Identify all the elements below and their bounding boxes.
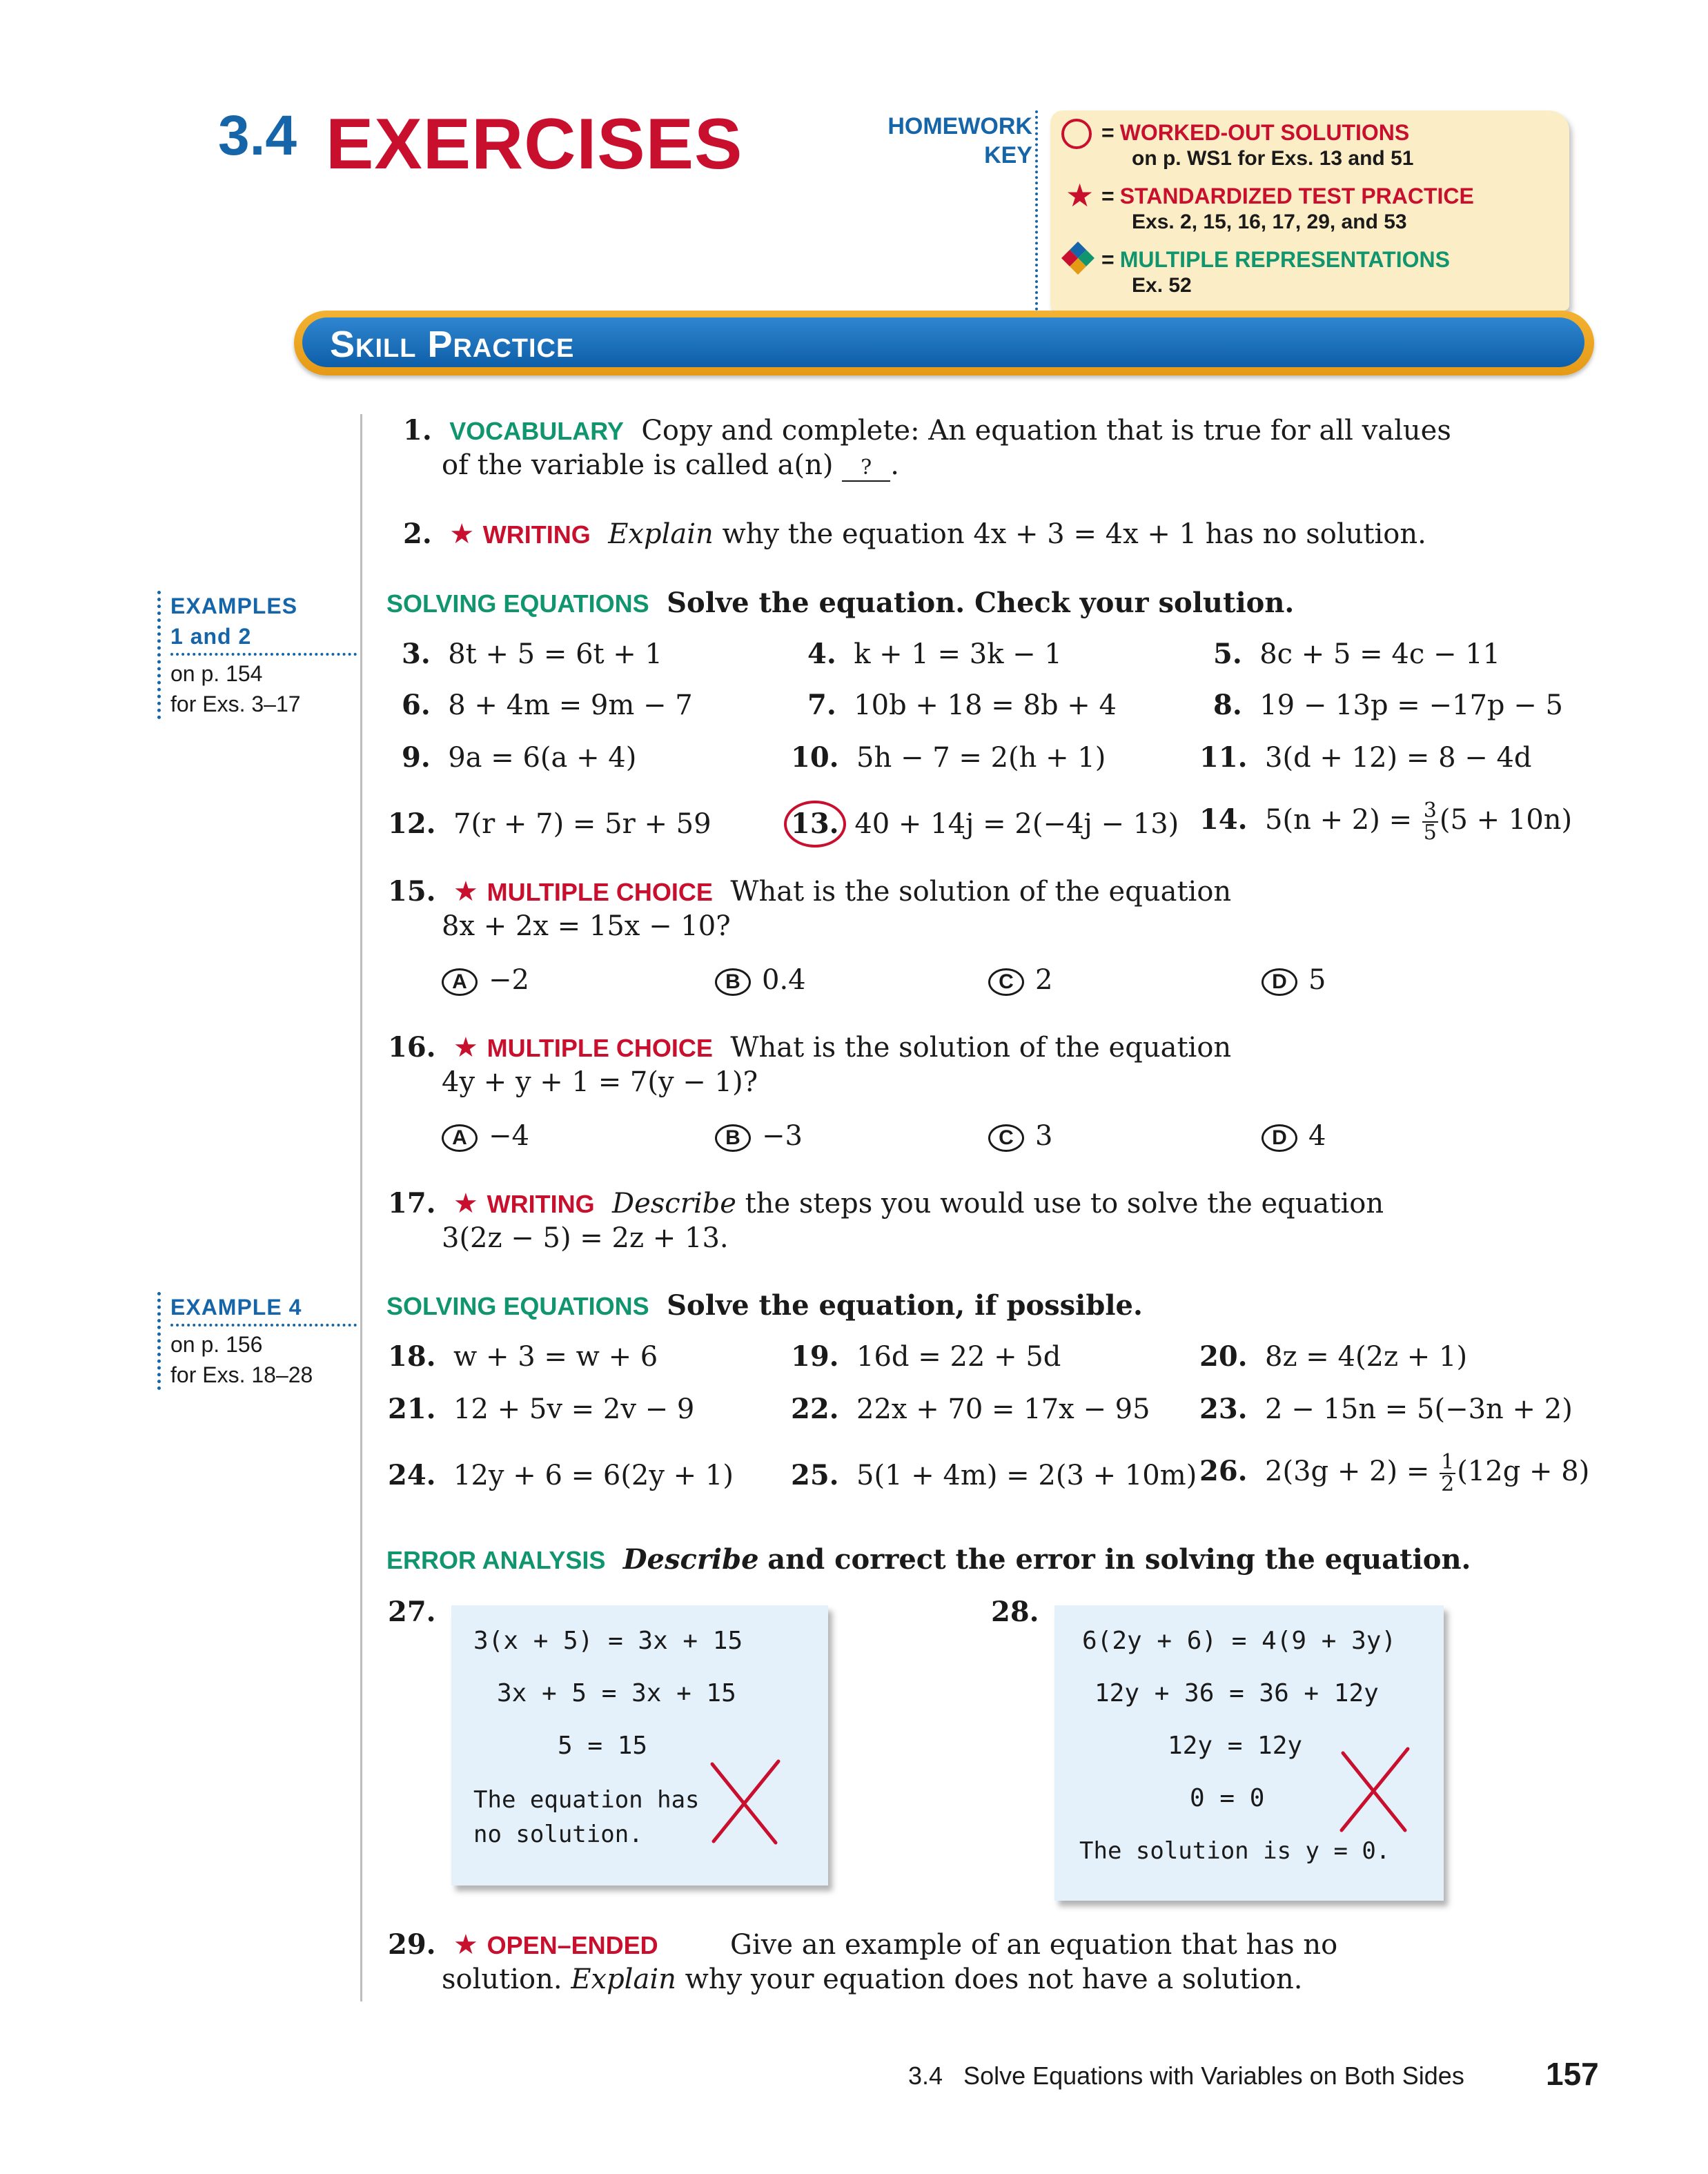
equation: 5h − 7 = 2(h + 1) (856, 742, 1106, 774)
example-reference-2 (157, 1292, 357, 1390)
equation-left: 2(3g + 2) = (1265, 1456, 1430, 1487)
equation-right: (5 + 10n) (1439, 804, 1573, 836)
exercise-7: 7. 10b + 18 = 8b + 4 (807, 689, 1117, 721)
exercise-2 (403, 516, 1426, 553)
exercise-29-text: Give an example of an equation that has no (730, 1929, 1338, 1961)
homework-key-label (821, 112, 1032, 170)
example-ref-heading-2: 1 and 2 (170, 624, 252, 649)
key-equals: = (1101, 247, 1115, 272)
skill-practice-banner (294, 311, 1594, 375)
exercise-27-number: 27. (388, 1596, 436, 1628)
equation: k + 1 = 3k − 1 (854, 638, 1062, 670)
group-instruction: and correct the error in solving the equation. (767, 1543, 1471, 1576)
star-icon: ★ (449, 518, 475, 550)
equation: 8t + 5 = 6t + 1 (448, 638, 662, 670)
exercise-5: 5. 8c + 5 = 4c − 11 (1213, 638, 1501, 670)
exercise-text: solution. (442, 1964, 562, 1995)
exercise-number: 15. (388, 875, 436, 908)
exercise-17-equation: 3(2z − 5) = 2z + 13. (442, 1222, 729, 1254)
exercise-28-number: 28. (991, 1596, 1039, 1628)
choice-a[interactable]: A −4 (442, 1118, 529, 1154)
equation: 2 − 15n = 5(−3n + 2) (1265, 1393, 1573, 1425)
exercise-label: OPEN–ENDED (487, 1931, 658, 1959)
exercise-23: 23. 2 − 15n = 5(−3n + 2) (1199, 1393, 1573, 1425)
student-work-28 (1054, 1605, 1444, 1901)
group-2-header (386, 1288, 1143, 1324)
exercise-text: the steps you would use to solve the equation (745, 1188, 1384, 1220)
exercise-label: WRITING (487, 1190, 595, 1218)
exercise-verb: Describe (612, 1188, 736, 1220)
equation: 22x + 70 = 17x − 95 (856, 1393, 1150, 1425)
work-line: 6(2y + 6) = 4(9 + 3y) (1082, 1627, 1397, 1655)
exercise-29-line2 (442, 1961, 1302, 1997)
exercise-1-line2 (442, 447, 899, 483)
exercise-11: 11. 3(d + 12) = 8 − 4d (1199, 741, 1532, 774)
key-standardized-title: STANDARDIZED TEST PRACTICE (1119, 184, 1474, 208)
work-conclusion: The solution is y = 0. (1079, 1837, 1391, 1865)
group-instruction: Solve the equation. Check your solution. (667, 587, 1295, 619)
error-x-icon (1336, 1745, 1412, 1834)
exercise-19: 19. 16d = 22 + 5d (791, 1340, 1061, 1373)
key-equals: = (1101, 184, 1115, 208)
key-multiple-rep-title: MULTIPLE REPRESENTATIONS (1119, 247, 1450, 272)
exercise-4: 4. k + 1 = 3k − 1 (807, 638, 1062, 670)
star-icon: ★ (453, 1032, 478, 1064)
homework-key-divider (1035, 110, 1038, 311)
group-label: SOLVING EQUATIONS (386, 1292, 649, 1320)
exercise-9: 9. 9a = 6(a + 4) (402, 741, 637, 774)
equation: 10b + 18 = 8b + 4 (854, 689, 1117, 721)
exercise-15-equation: 8x + 2x = 15x − 10? (442, 910, 731, 942)
equation: 40 + 14j = 2(−4j − 13) (854, 808, 1179, 840)
choice-c[interactable]: C 3 (988, 1118, 1052, 1154)
equation: 8 + 4m = 9m − 7 (448, 689, 693, 721)
equation: 16d = 22 + 5d (856, 1341, 1061, 1373)
group-label: SOLVING EQUATIONS (386, 589, 649, 618)
key-worked-out-title: WORKED-OUT SOLUTIONS (1119, 120, 1410, 145)
exercise-number: 29. (388, 1928, 436, 1961)
equation: 5(1 + 4m) = 2(3 + 10m) (856, 1460, 1197, 1491)
example-ref-page: on p. 154 (170, 661, 263, 686)
example-ref-heading: EXAMPLES (170, 594, 298, 618)
equation: 7(r + 7) = 5r + 59 (453, 808, 711, 840)
key-worked-out-detail: on p. WS1 for Exs. 13 and 51 (1132, 147, 1414, 170)
equation: 19 − 13p = −17p − 5 (1259, 689, 1563, 721)
exercise-13 (791, 801, 1179, 848)
student-work-27 (451, 1605, 828, 1886)
equation: 12y + 6 = 6(2y + 1) (453, 1460, 734, 1491)
exercise-verb: Explain (571, 1964, 676, 1995)
group-instruction: Solve the equation, if possible. (667, 1289, 1143, 1322)
exercise-12: 12. 7(r + 7) = 5r + 59 (388, 807, 711, 840)
footer-section-title: 3.4 Solve Equations with Variables on Both Sides (908, 2062, 1464, 2090)
equation: 3(d + 12) = 8 − 4d (1265, 742, 1532, 774)
section-number: 3.4 (218, 104, 297, 167)
work-line: 12y + 36 = 36 + 12y (1095, 1679, 1379, 1707)
work-line: 12y = 12y (1168, 1732, 1303, 1760)
choice-b[interactable]: B 0.4 (715, 962, 806, 998)
exercise-16 (388, 1030, 1231, 1066)
exercise-26: 26. 2(3g + 2) = $\frac{1}{2}$ (12g + 8) (1199, 1450, 1590, 1496)
exercise-16-equation: 4y + y + 1 = 7(y − 1)? (442, 1066, 758, 1098)
exercise-number: 16. (388, 1031, 436, 1064)
example-ref-heading: EXAMPLE 4 (170, 1295, 302, 1320)
exercise-label: MULTIPLE CHOICE (487, 878, 713, 906)
exercise-label: VOCABULARY (449, 417, 624, 445)
fraction: $\frac{1}{2}$ (1441, 1450, 1455, 1496)
choice-b[interactable]: B −3 (715, 1118, 803, 1154)
exercise-29 (388, 1927, 658, 1964)
exercise-text: What is the solution of the equation (730, 876, 1232, 908)
exercise-8: 8. 19 − 13p = −17p − 5 (1213, 689, 1563, 721)
exercise-verb: Explain (608, 518, 714, 550)
exercise-label: MULTIPLE CHOICE (487, 1034, 713, 1062)
star-icon: ★ (453, 876, 478, 908)
star-icon: ★ (453, 1188, 478, 1220)
exercise-text: Copy and complete: An equation that is true for all values (641, 415, 1451, 447)
homework-label-line1: HOMEWORK (887, 113, 1032, 139)
key-multiple-rep-detail: Ex. 52 (1132, 274, 1192, 297)
group-label: ERROR ANALYSIS (386, 1546, 606, 1574)
exercise-14: 14. 5(n + 2) = $\frac{3}{5}$ (5 + 10n) (1199, 799, 1573, 845)
homework-label-line2: KEY (984, 142, 1032, 168)
exercise-6: 6. 8 + 4m = 9m − 7 (402, 689, 693, 721)
exercise-text-end: . (890, 449, 899, 481)
equation-left: 5(n + 2) = (1265, 804, 1413, 836)
key-standardized-detail: Exs. 2, 15, 16, 17, 29, and 53 (1132, 210, 1407, 233)
exercise-22: 22. 22x + 70 = 17x − 95 (791, 1393, 1150, 1425)
answer-blank: ? (842, 456, 890, 482)
work-line: 5 = 15 (558, 1732, 648, 1760)
exercise-verb: Describe (622, 1543, 759, 1576)
equation-right: (12g + 8) (1457, 1456, 1590, 1487)
exercise-17 (388, 1186, 1384, 1222)
example-ref-page: on p. 156 (170, 1332, 263, 1357)
equation: 9a = 6(a + 4) (448, 742, 637, 774)
choice-c[interactable]: C 2 (988, 962, 1052, 998)
exercise-18: 18. w + 3 = w + 6 (388, 1340, 658, 1373)
work-conclusion: The equation has (473, 1786, 700, 1814)
banner-title: Skill Practice (330, 324, 575, 365)
key-standardized (1101, 182, 1474, 210)
choice-d[interactable]: D 4 (1262, 1118, 1326, 1154)
page-title: EXERCISES (326, 104, 743, 184)
exercise-number: 1. (403, 414, 432, 447)
exercise-21: 21. 12 + 5v = 2v − 9 (388, 1393, 695, 1425)
exercise-24: 24. 12y + 6 = 6(2y + 1) (388, 1459, 734, 1491)
exercise-text: of the variable is called a(n) (442, 449, 834, 481)
choice-a[interactable]: A −2 (442, 962, 529, 998)
equation: 8z = 4(2z + 1) (1265, 1341, 1468, 1373)
exercise-10: 10. 5h − 7 = 2(h + 1) (791, 741, 1106, 774)
equation: 12 + 5v = 2v − 9 (453, 1393, 695, 1425)
exercise-number: 17. (388, 1187, 436, 1220)
worked-out-circle: 13. (784, 801, 846, 848)
work-line: 3x + 5 = 3x + 15 (497, 1679, 736, 1707)
margin-rule (360, 414, 362, 2001)
key-equals: = (1101, 120, 1115, 145)
exercise-1 (403, 413, 1451, 449)
group-1-header (386, 585, 1294, 622)
exercise-15 (388, 874, 1231, 910)
work-line: 3(x + 5) = 3x + 15 (473, 1627, 743, 1655)
exercise-20: 20. 8z = 4(2z + 1) (1199, 1340, 1468, 1373)
star-icon: ★ (453, 1929, 478, 1961)
exercise-label: WRITING (482, 520, 591, 549)
key-multiple-rep (1101, 246, 1450, 273)
exercise-25: 25. 5(1 + 4m) = 2(3 + 10m) (791, 1459, 1197, 1491)
exercise-text: why your equation does not have a solution. (685, 1964, 1303, 1995)
work-conclusion-2: no solution. (473, 1821, 643, 1848)
exercise-number: 2. (403, 518, 432, 550)
exercise-3: 3. 8t + 5 = 6t + 1 (402, 638, 662, 670)
example-reference-1 (157, 591, 357, 719)
error-x-icon (707, 1757, 783, 1847)
diamond-icon (1060, 240, 1096, 276)
equation: w + 3 = w + 6 (453, 1341, 658, 1373)
example-ref-exercises: for Exs. 18–28 (170, 1362, 313, 1387)
fraction: $\frac{3}{5}$ (1423, 799, 1437, 845)
key-worked-out (1101, 119, 1409, 146)
exercise-text: why the equation 4x + 3 = 4x + 1 has no solution. (722, 518, 1426, 550)
star-icon: ★ (1066, 177, 1095, 214)
error-analysis-header (386, 1542, 1471, 1578)
choice-d[interactable]: D 5 (1262, 962, 1326, 998)
exercise-text: What is the solution of the equation (730, 1032, 1232, 1064)
circle-icon (1061, 119, 1092, 149)
work-line: 0 = 0 (1190, 1784, 1265, 1812)
page-number: 157 (1546, 2056, 1599, 2092)
homework-key-box (1050, 110, 1569, 311)
example-ref-exercises: for Exs. 3–17 (170, 692, 301, 716)
equation: 8c + 5 = 4c − 11 (1259, 638, 1501, 670)
